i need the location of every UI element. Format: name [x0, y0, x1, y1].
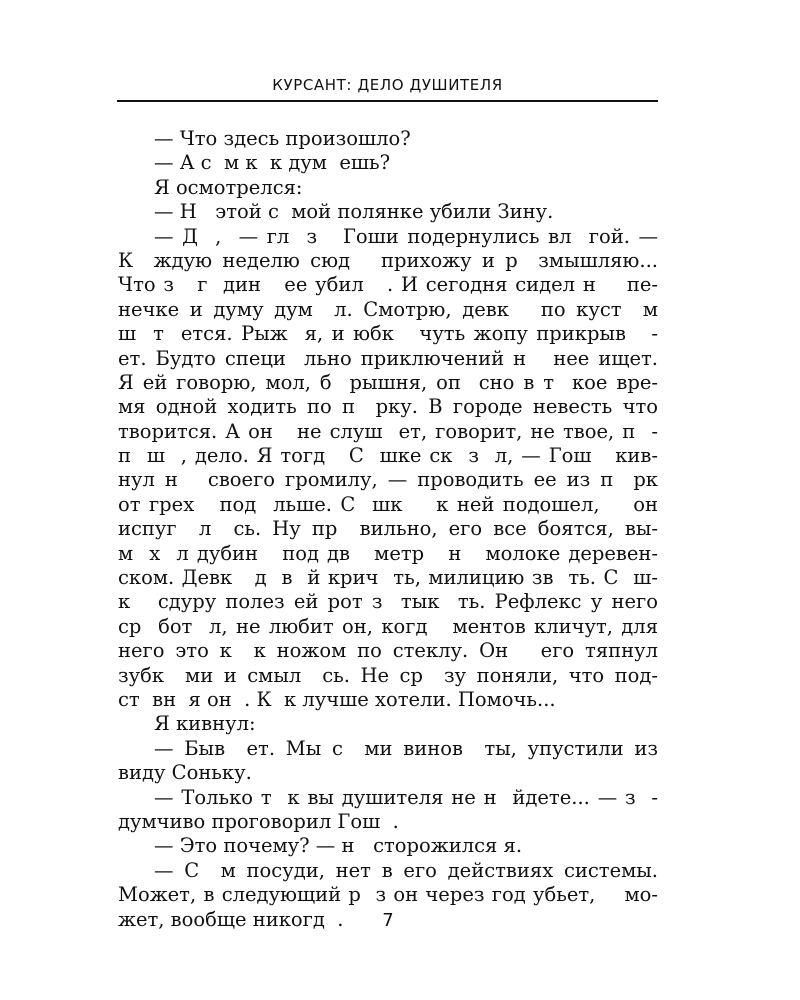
text-line: мя одной ходить по п рку. В городе невесть что — [118, 395, 658, 419]
text-line: Я осмотрелся: — [154, 175, 303, 199]
text-line: от грех под льше. С шк к ней подошел, он — [118, 492, 658, 516]
text-line: — Д , — гл з Гоши подернулись вл гой. — — [154, 224, 658, 248]
text-line: Может, в следующий р з он через год убьет, мо- — [118, 883, 658, 907]
text-line: п ш , дело. Я тогд С шке ск з л, — Гош кив- — [118, 444, 658, 468]
text-line: — Только т к вы душителя не н йдете... — з - — [154, 785, 658, 809]
text-line: него это к к ножом по стеклу. Он его тяпнул — [118, 639, 658, 663]
page-number: 7 — [382, 910, 394, 931]
text-line: жет, вообще никогд . — [118, 907, 344, 931]
text-line: к сдуру полез ей рот з тык ть. Рефлекс у него — [118, 590, 658, 614]
text-line: нечке и думу дум л. Смотрю, девк по куст м — [118, 297, 658, 321]
body-text — [118, 127, 658, 932]
text-line: творится. А он не слуш ет, говорит, не твое, п - — [118, 419, 658, 443]
header-rule — [117, 100, 658, 102]
text-line: Что з г дин ее убил . И сегодня сидел н пе- — [118, 273, 658, 297]
text-line: ср бот л, не любит он, когд ментов кличут, для — [118, 614, 658, 638]
text-line: ет. Будто специ льно приключений н нее ищет. — [118, 346, 658, 370]
text-line: Я кивнул: — [154, 712, 256, 736]
text-line: ш т ется. Рыж я, и юбк чуть жопу прикрыв - — [118, 322, 658, 346]
text-line: ском. Девк д в й крич ть, милицию зв ть. С ш- — [118, 566, 658, 590]
text-line: испуг л сь. Ну пр вильно, его все боятся, вы- — [118, 517, 658, 541]
text-line: думчиво проговорил Гош . — [118, 809, 399, 833]
text-line: ст вн я он . К к лучше хотели. Помочь... — [118, 687, 556, 711]
text-line: нул н своего громилу, — проводить ее из п рк — [118, 468, 658, 492]
text-line: — А с м к к дум ешь? — [154, 151, 391, 175]
text-line: — С м посуди, нет в его действиях системы. — [154, 858, 658, 882]
text-line: — Что здесь произошло? — [154, 127, 411, 150]
text-line: м х л дубин под дв метр н молоке деревен- — [118, 541, 658, 565]
text-line: зубк ми и смыл сь. Не ср зу поняли, что под- — [118, 663, 658, 687]
text-line: — Это почему? — н сторожился я. — [154, 834, 523, 858]
text-line: виду Соньку. — [118, 761, 252, 785]
text-line: К ждую неделю сюд прихожу и р змышляю... — [118, 248, 658, 272]
text-line: — Быв ет. Мы с ми винов ты, упустили из — [154, 736, 658, 760]
running-head: КУРСАНТ: ДЕЛО ДУШИТЕЛЯ — [272, 76, 503, 94]
text-line: — Н этой с мой полянке убили Зину. — [154, 200, 554, 224]
text-line: Я ей говорю, мол, б рышня, оп сно в т кое вре- — [118, 370, 658, 394]
